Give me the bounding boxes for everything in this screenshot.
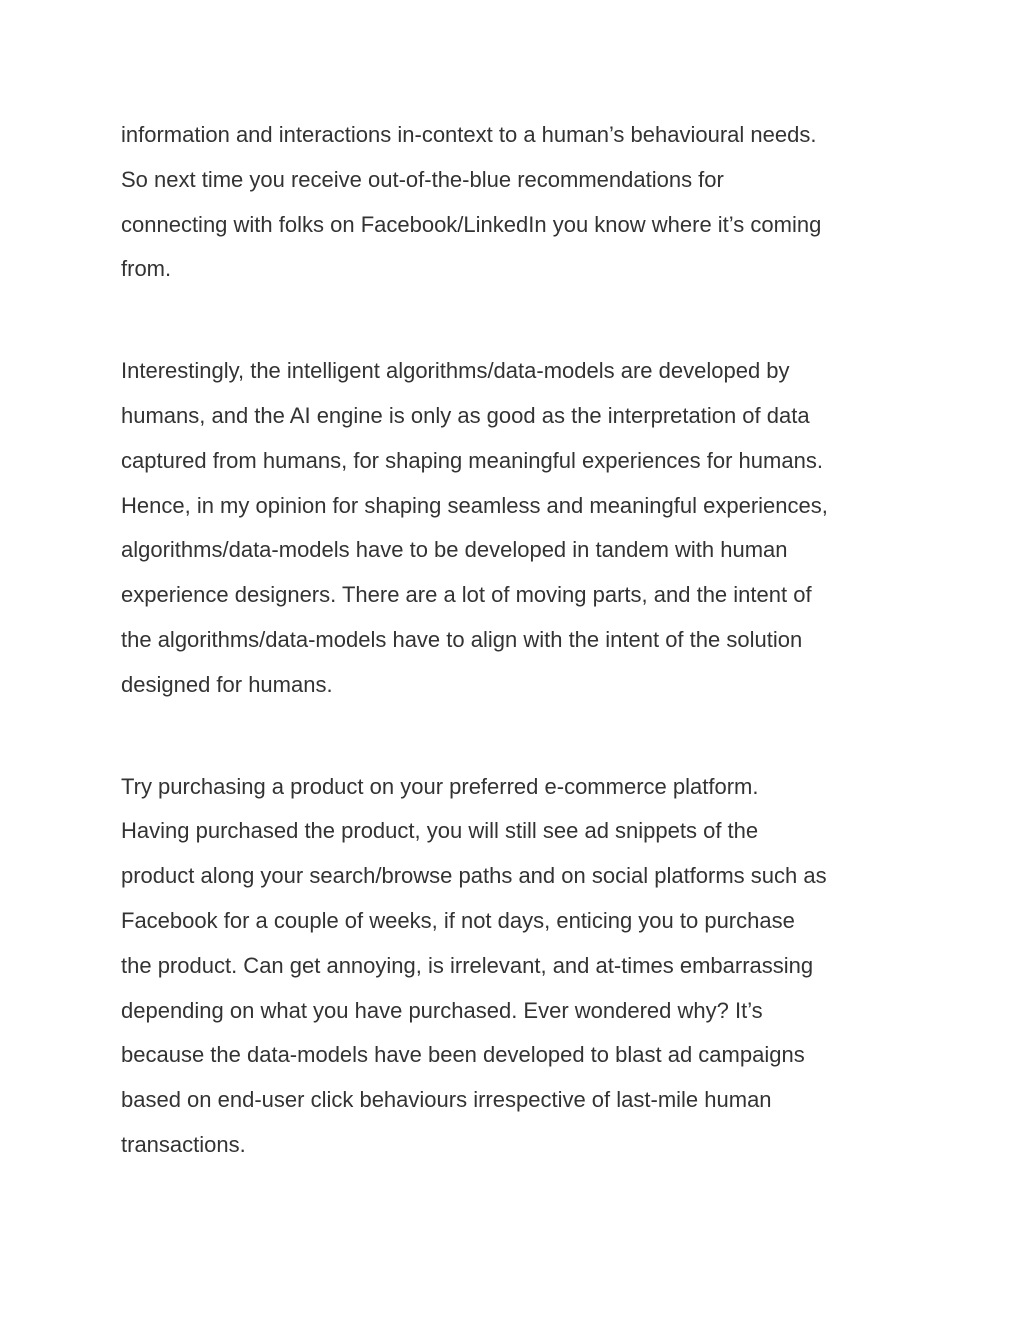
text-line: from. xyxy=(121,256,172,282)
text-line: connecting with folks on Facebook/LinkedIn you know where it’s coming xyxy=(121,211,822,237)
text-line: Facebook for a couple of weeks, if not days, enticing you to purchase xyxy=(121,907,795,933)
text-line: because the data-models have been developed to blast ad campaigns xyxy=(121,1042,805,1068)
text-line: algorithms/data-models have to be developed in tandem with human xyxy=(121,537,788,563)
paragraph-1 xyxy=(121,113,911,292)
text-line: the product. Can get annoying, is irrelevant, and at-times embarrassing xyxy=(121,952,814,978)
text-line: the algorithms/data-models have to align with the intent of the solution xyxy=(121,626,803,652)
text-line: product along your search/browse paths and on social platforms such as xyxy=(121,863,827,889)
text-line: humans, and the AI engine is only as good as the interpretation of data xyxy=(121,402,810,428)
paragraph-3 xyxy=(121,765,911,1168)
text-line: So next time you receive out-of-the-blue recommendations for xyxy=(121,166,724,192)
text-line: captured from humans, for shaping meaningful experiences for humans. xyxy=(121,447,823,473)
text-line: designed for humans. xyxy=(121,671,333,697)
text-line: based on end-user click behaviours irrespective of last-mile human xyxy=(121,1087,772,1113)
text-line: experience designers. There are a lot of moving parts, and the intent of xyxy=(121,582,812,608)
text-line: Having purchased the product, you will still see ad snippets of the xyxy=(121,818,759,844)
text-line: information and interactions in-context to a human’s behavioural needs. xyxy=(121,122,817,147)
text-line: Hence, in my opinion for shaping seamless and meaningful experiences, xyxy=(121,492,828,518)
text-line: Interestingly, the intelligent algorithms/data-models are developed by xyxy=(121,358,790,384)
text-line: transactions. xyxy=(121,1131,246,1157)
text-line: Try purchasing a product on your preferred e-commerce platform. xyxy=(121,773,759,799)
text-line: depending on what you have purchased. Ever wondered why? It’s xyxy=(121,997,763,1023)
document-body xyxy=(121,113,911,1225)
paragraph-2 xyxy=(121,349,911,707)
